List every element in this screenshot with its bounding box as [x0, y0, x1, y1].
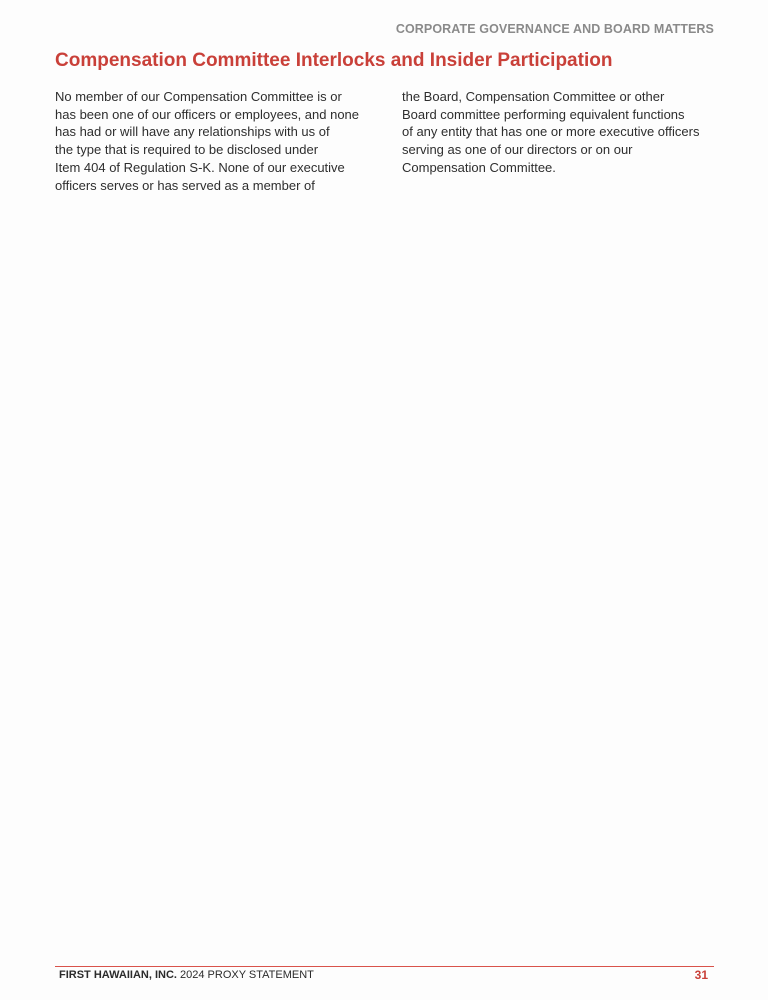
body-text-right-column: [402, 88, 720, 177]
footer-divider: [55, 966, 714, 967]
footer-document-label: [59, 969, 314, 981]
body-text-line: Item 404 of Regulation S-K. None of our executive: [55, 159, 345, 175]
body-text-line: Compensation Committee.: [402, 159, 556, 175]
body-text-line: has been one of our officers or employees, and none: [55, 106, 360, 122]
body-text-line: has had or will have any relationships with us of: [55, 124, 330, 140]
page-title: Compensation Committee Interlocks and Insider Participation: [55, 50, 613, 71]
body-text-line: No member of our Compensation Committee is or: [55, 89, 342, 104]
body-text-line: the type that is required to be disclosed under: [55, 142, 319, 158]
body-text-line: serving as one of our directors or on our: [402, 142, 633, 158]
section-header: CORPORATE GOVERNANCE AND BOARD MATTERS: [395, 22, 714, 36]
body-text-line: officers serves or has served as a member of: [55, 177, 315, 193]
footer-company-name: FIRST HAWAIIAN, INC.: [59, 969, 177, 981]
page-number: 31: [694, 968, 708, 982]
body-text-line: the Board, Compensation Committee or other: [402, 89, 665, 104]
body-text-line: Board committee performing equivalent functions: [402, 106, 685, 122]
body-text-left-column: [55, 88, 373, 194]
footer-document-title: 2024 PROXY STATEMENT: [180, 969, 314, 981]
body-text-line: of any entity that has one or more executive officers: [402, 124, 700, 140]
